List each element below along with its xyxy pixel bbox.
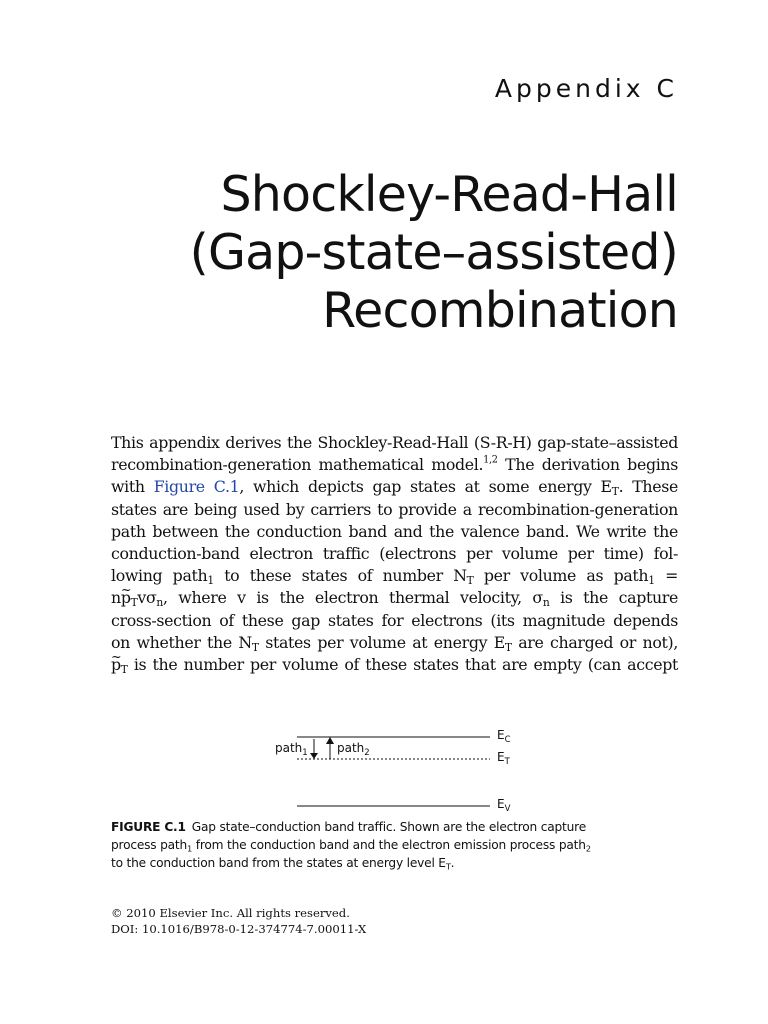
copyright-block bbox=[111, 905, 366, 937]
band-diagram bbox=[0, 722, 768, 822]
copyright-notice: © 2010 Elsevier Inc. All rights reserved. bbox=[111, 906, 350, 920]
caption-line-2: process path$_1$ from the conduction band and the electron emission process path$_2$ bbox=[111, 838, 591, 854]
body-line-10: on whether the $N_T$ states per volume at energy $E_T$ are charged or not), bbox=[111, 632, 678, 654]
ev-label: $E_V$ bbox=[497, 797, 511, 814]
body-line-4: states are being used by carriers to provide a recombination-generation bbox=[111, 499, 678, 519]
ec-label: $E_C$ bbox=[497, 728, 511, 745]
figure-c1-link[interactable]: Figure C.1 bbox=[153, 477, 240, 497]
figure-caption bbox=[111, 818, 678, 872]
body-line-6: conduction-band electron traffic (electrons per volume per time) fol- bbox=[111, 543, 678, 563]
body-line-1: This appendix derives the Shockley-Read-Hall (S-R-H) gap-state–assisted bbox=[111, 433, 678, 452]
body-line-7: lowing path$_1$ to these states of number $N_T$ per volume as path$_1$ = bbox=[111, 566, 678, 588]
body-line-3: with Figure C.1, which depicts gap states at some energy $E_T$. These bbox=[111, 477, 678, 499]
body-paragraph bbox=[111, 432, 678, 676]
citation-superscript[interactable]: 1,2 bbox=[483, 454, 498, 466]
body-line-2: recombination-generation mathematical model.$^{1,2}$ The derivation begins bbox=[111, 454, 678, 475]
et-label: $E_T$ bbox=[497, 750, 510, 767]
chapter-title-line-1: Shockley-Read-Hall bbox=[220, 166, 678, 223]
chapter-title-line-3: Recombination bbox=[322, 282, 678, 339]
appendix-label: Appendix C bbox=[494, 74, 678, 103]
path2-arrowhead bbox=[326, 737, 334, 744]
path1-label: path$_1$ bbox=[275, 741, 308, 758]
chapter-title-line-2: (Gap-state–assisted) bbox=[189, 224, 678, 281]
path2-label: path$_2$ bbox=[337, 741, 370, 758]
chapter-title bbox=[58, 166, 678, 340]
caption-line-3: to the conduction band from the states at energy level $E_T$. bbox=[111, 856, 455, 872]
caption-line-1: FIGURE C.1 Gap state–conduction band traffic. Shown are the electron capture bbox=[111, 820, 586, 834]
body-line-5: path between the conduction band and the valence band. We write the bbox=[111, 521, 678, 541]
caption-label: FIGURE C.1 bbox=[111, 820, 186, 834]
body-line-9: cross-section of these gap states for electrons (its magnitude depends bbox=[111, 610, 678, 630]
body-line-11: p $\sim_T$ is the number per volume of these states that are empty (can accept bbox=[111, 654, 678, 676]
path1-arrowhead bbox=[310, 753, 318, 759]
figure-c1 bbox=[0, 722, 768, 822]
body-line-8: np $\sim_Tv\sigma_n$, where v is the electron thermal velocity, $\sigma_n$ is the capture bbox=[111, 587, 678, 609]
doi-text: DOI: 10.1016/B978-0-12-374774-7.00011-X bbox=[111, 922, 367, 936]
